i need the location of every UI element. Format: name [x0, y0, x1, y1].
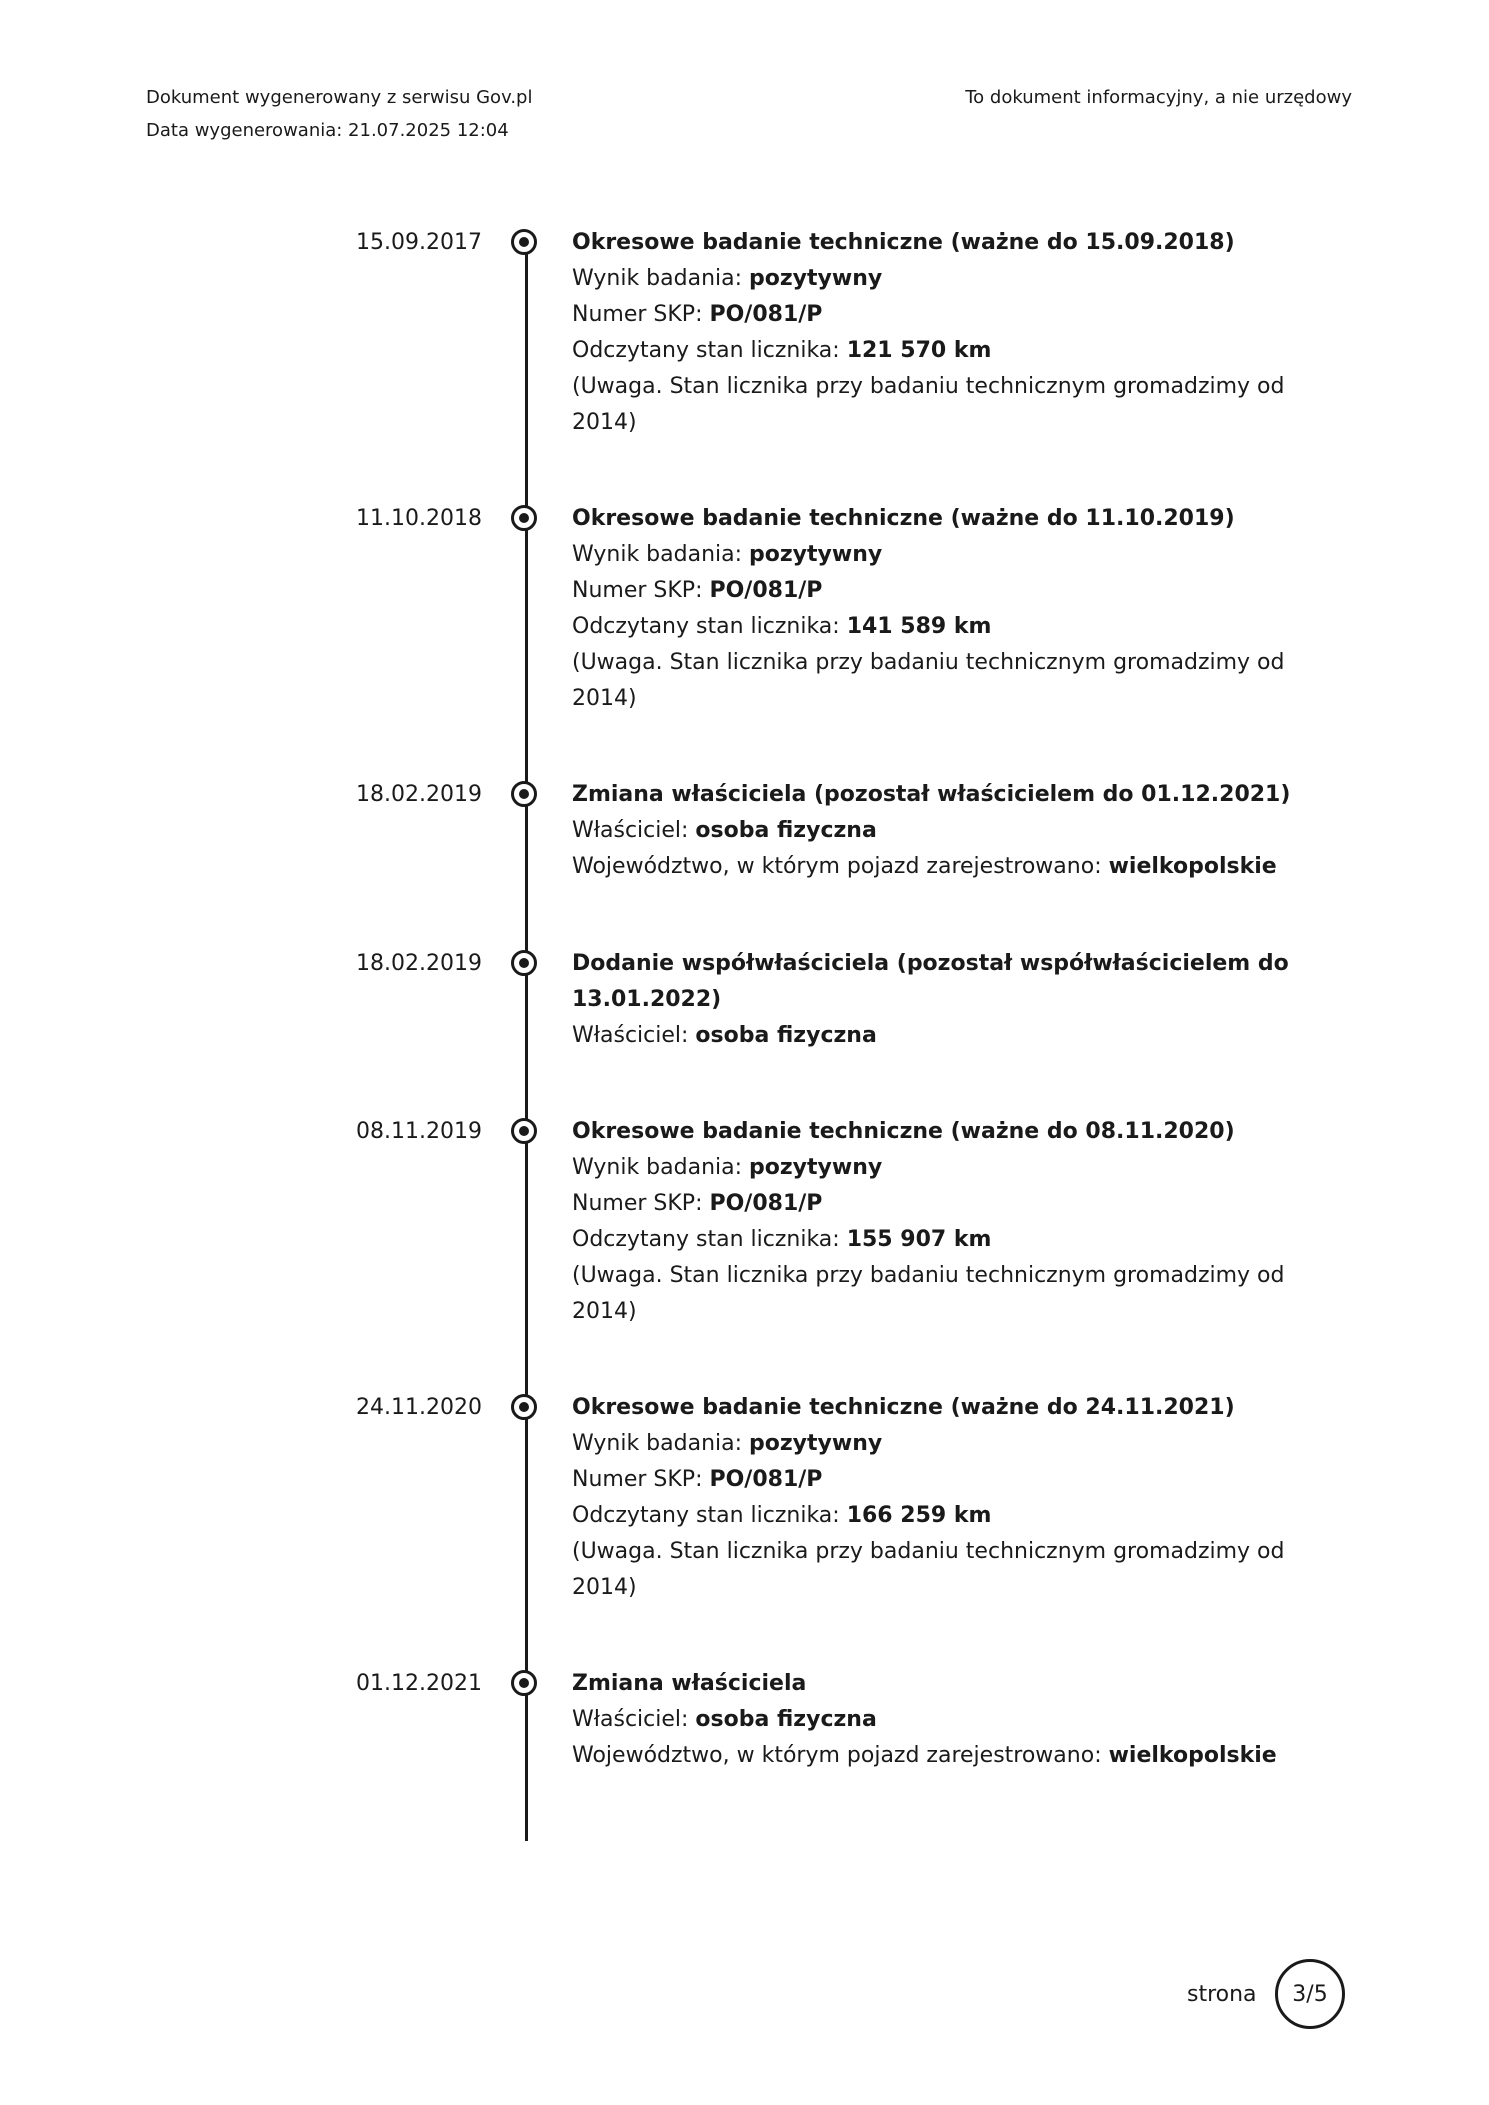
event-note: (Uwaga. Stan licznika przy badaniu technicznym gromadzimy od 2014): [572, 374, 1285, 435]
event-date: 08.11.2019: [356, 1119, 482, 1144]
event-details: [572, 1390, 1292, 1606]
event-title: Dodanie współwłaściciela (pozostał współwłaścicielem do 13.01.2022): [572, 951, 1289, 1012]
event-line: Wynik badania: pozytywny: [572, 542, 883, 567]
event-title: Okresowe badanie techniczne (ważne do 15.09.2018): [572, 230, 1235, 255]
event-line: Właściciel: osoba fizyczna: [572, 818, 877, 843]
timeline-dot-icon: [511, 1118, 537, 1144]
event-date: 18.02.2019: [356, 951, 482, 976]
event-date: 24.11.2020: [356, 1395, 482, 1420]
event-details: [572, 1114, 1292, 1330]
event-line: Odczytany stan licznika: 121 570 km: [572, 338, 992, 363]
timeline-dot-icon: [511, 505, 537, 531]
event-line: Numer SKP: PO/081/P: [572, 302, 823, 327]
event-title: Zmiana właściciela (pozostał właścicielem do 01.12.2021): [572, 782, 1291, 807]
event-line: Województwo, w którym pojazd zarejestrowano: wielkopolskie: [572, 1743, 1277, 1768]
event-details: [572, 501, 1292, 717]
page-label: strona: [1187, 1982, 1257, 2007]
event-date: 11.10.2018: [356, 506, 482, 531]
event-line: Numer SKP: PO/081/P: [572, 1191, 823, 1216]
event-date: 15.09.2017: [356, 230, 482, 255]
event-details: [572, 225, 1292, 441]
timeline-dot-icon: [511, 1670, 537, 1696]
event-title: Okresowe badanie techniczne (ważne do 08.11.2020): [572, 1119, 1235, 1144]
event-date: 01.12.2021: [356, 1671, 482, 1696]
timeline-line: [525, 240, 528, 1841]
event-line: Numer SKP: PO/081/P: [572, 1467, 823, 1492]
event-line: Właściciel: osoba fizyczna: [572, 1707, 877, 1732]
timeline-dot-icon: [511, 781, 537, 807]
event-note: (Uwaga. Stan licznika przy badaniu technicznym gromadzimy od 2014): [572, 650, 1285, 711]
event-line: Numer SKP: PO/081/P: [572, 578, 823, 603]
event-line: Odczytany stan licznika: 166 259 km: [572, 1503, 992, 1528]
event-title: Okresowe badanie techniczne (ważne do 11.10.2019): [572, 506, 1235, 531]
event-line: Wynik badania: pozytywny: [572, 1155, 883, 1180]
event-line: Właściciel: osoba fizyczna: [572, 1023, 877, 1048]
event-line: Odczytany stan licznika: 141 589 km: [572, 614, 992, 639]
timeline-dot-icon: [511, 950, 537, 976]
event-line: Odczytany stan licznika: 155 907 km: [572, 1227, 992, 1252]
event-line: Województwo, w którym pojazd zarejestrowano: wielkopolskie: [572, 854, 1277, 879]
document-source: Dokument wygenerowany z serwisu Gov.pl: [146, 87, 533, 108]
event-details: [572, 946, 1292, 1054]
document-note: To dokument informacyjny, a nie urzędowy: [965, 87, 1352, 108]
event-date: 18.02.2019: [356, 782, 482, 807]
event-title: Zmiana właściciela: [572, 1671, 807, 1696]
event-note: (Uwaga. Stan licznika przy badaniu technicznym gromadzimy od 2014): [572, 1263, 1285, 1324]
event-note: (Uwaga. Stan licznika przy badaniu technicznym gromadzimy od 2014): [572, 1539, 1285, 1600]
timeline-dot-icon: [511, 1394, 537, 1420]
timeline-dot-icon: [511, 229, 537, 255]
event-details: [572, 1666, 1292, 1774]
event-line: Wynik badania: pozytywny: [572, 1431, 883, 1456]
event-line: Wynik badania: pozytywny: [572, 266, 883, 291]
event-title: Okresowe badanie techniczne (ważne do 24.11.2021): [572, 1395, 1235, 1420]
page-number: 3/5: [1275, 1959, 1345, 2029]
event-details: [572, 777, 1292, 885]
generation-date: Data wygenerowania: 21.07.2025 12:04: [146, 120, 509, 141]
